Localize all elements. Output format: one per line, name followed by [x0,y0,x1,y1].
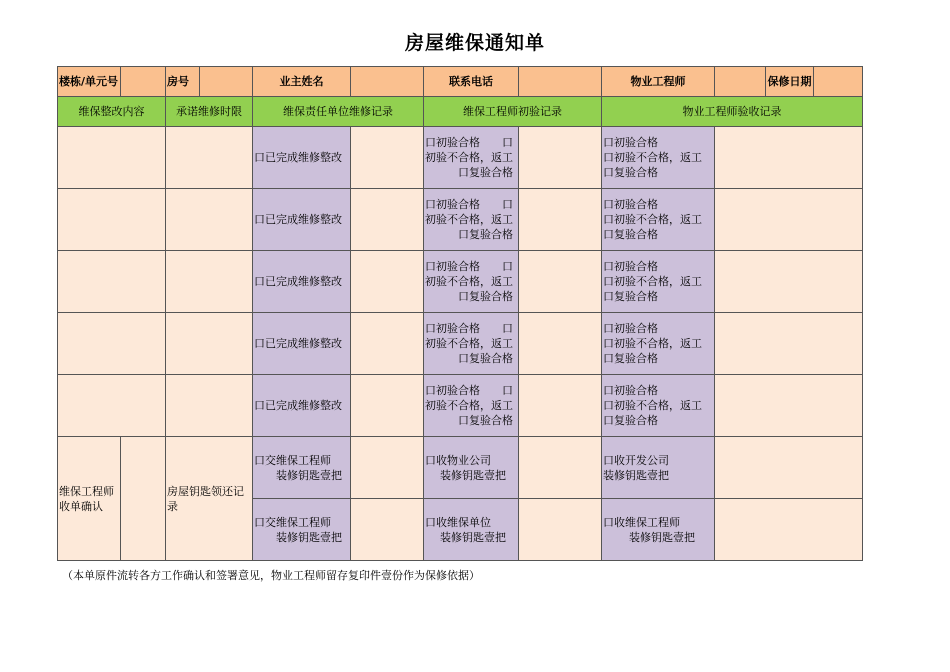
property-engineer-value[interactable] [715,67,766,97]
phone-label: 联系电话 [424,67,519,97]
contractor-record-cell[interactable]: 口已完成维修整改 [253,375,351,437]
contractor-record-cell[interactable]: 口已完成维修整改 [253,251,351,313]
repair-date-label: 保修日期 [766,67,814,97]
key-engineer-line1: 口收物业公司 [425,453,491,467]
repair-date-value[interactable] [814,67,863,97]
acceptance-sign-cell[interactable] [715,313,863,375]
table-row [58,189,863,251]
engineer-record-cell[interactable]: 口初验合格 口初验不合格，返工 口复验合格 [424,251,519,313]
key-acceptance-sign-cell[interactable] [715,499,863,561]
deadline-cell[interactable] [166,189,253,251]
engineer-sign-cell[interactable] [519,189,602,251]
contractor-sign-cell[interactable] [351,375,424,437]
footnote: （本单原件流转各方工作确认和签署意见，物业工程师留存复印件壹份作为保修依据） [62,569,480,582]
contractor-record-cell[interactable]: 口已完成维修整改 [253,127,351,189]
engineer-record-cell[interactable]: 口初验合格 口初验不合格，返工 口复验合格 [424,127,519,189]
phone-value[interactable] [519,67,602,97]
key-engineer-cell[interactable] [424,499,519,561]
acceptance-record-cell[interactable]: 口初验合格 口初验不合格，返工 口复验合格 [602,375,715,437]
key-label: 房屋钥匙领还记录 [166,437,253,561]
key-contractor-cell[interactable] [253,499,351,561]
acceptance-sign-cell[interactable] [715,189,863,251]
acceptance-record-header: 物业工程师验收记录 [602,97,863,127]
repair-notice-table [57,66,863,561]
room-value[interactable] [200,67,253,97]
acceptance-sign-cell[interactable] [715,375,863,437]
key-contractor-cell[interactable] [253,437,351,499]
deadline-header: 承诺维修时限 [166,97,253,127]
key-engineer-sign-cell[interactable] [519,499,602,561]
key-engineer-line2: 装修钥匙壹把 [440,530,506,544]
key-engineer-sign-cell[interactable] [519,437,602,499]
engineer-sign-cell[interactable] [519,375,602,437]
acceptance-sign-cell[interactable] [715,251,863,313]
engineer-sign-cell[interactable] [519,313,602,375]
owner-name-value[interactable] [351,67,424,97]
key-contractor-line2: 装修钥匙壹把 [276,468,342,482]
content-cell[interactable] [58,375,166,437]
content-cell[interactable] [58,313,166,375]
key-record-row [58,437,863,499]
building-unit-value[interactable] [121,67,166,97]
key-acceptance-cell[interactable] [602,499,715,561]
table-row [58,251,863,313]
key-engineer-line1: 口收维保单位 [425,515,491,529]
contractor-record-cell[interactable]: 口已完成维修整改 [253,189,351,251]
acceptance-record-cell[interactable]: 口初验合格 口初验不合格，返工 口复验合格 [602,127,715,189]
header-row [58,67,863,97]
engineer-record-cell[interactable]: 口初验合格 口初验不合格，返工 口复验合格 [424,189,519,251]
engineer-record-cell[interactable]: 口初验合格 口初验不合格，返工 口复验合格 [424,375,519,437]
table-row [58,127,863,189]
key-acceptance-sign-cell[interactable] [715,437,863,499]
engineer-sign-cell[interactable] [519,127,602,189]
key-acceptance-line2: 装修钥匙壹把 [603,468,669,482]
owner-name-label: 业主姓名 [253,67,351,97]
acceptance-record-cell[interactable]: 口初验合格 口初验不合格，返工 口复验合格 [602,189,715,251]
confirm-sign-cell[interactable] [121,437,166,561]
key-acceptance-line1: 口收开发公司 [603,453,669,467]
key-acceptance-line2: 装修钥匙壹把 [629,530,695,544]
property-engineer-label: 物业工程师 [602,67,715,97]
key-engineer-line2: 装修钥匙壹把 [440,468,506,482]
key-contractor-line1: 口交维保工程师 [254,515,331,529]
engineer-record-cell[interactable]: 口初验合格 口初验不合格，返工 口复验合格 [424,313,519,375]
confirm-label: 维保工程师收单确认 [58,437,121,561]
acceptance-record-cell[interactable]: 口初验合格 口初验不合格，返工 口复验合格 [602,313,715,375]
key-acceptance-line1: 口收维保工程师 [603,515,680,529]
engineer-sign-cell[interactable] [519,251,602,313]
content-header: 维保整改内容 [58,97,166,127]
contractor-record-header: 维保责任单位维修记录 [253,97,424,127]
engineer-record-header: 维保工程师初验记录 [424,97,602,127]
key-acceptance-cell[interactable] [602,437,715,499]
contractor-sign-cell[interactable] [351,251,424,313]
contractor-sign-cell[interactable] [351,313,424,375]
deadline-cell[interactable] [166,313,253,375]
key-contractor-line2: 装修钥匙壹把 [276,530,342,544]
deadline-cell[interactable] [166,251,253,313]
content-cell[interactable] [58,189,166,251]
key-contractor-sign-cell[interactable] [351,437,424,499]
table-row [58,313,863,375]
acceptance-sign-cell[interactable] [715,127,863,189]
deadline-cell[interactable] [166,127,253,189]
form-title: 房屋维保通知单 [404,32,545,54]
room-label: 房号 [166,67,200,97]
deadline-cell[interactable] [166,375,253,437]
key-engineer-cell[interactable] [424,437,519,499]
key-contractor-line1: 口交维保工程师 [254,453,331,467]
contractor-record-cell[interactable]: 口已完成维修整改 [253,313,351,375]
content-cell[interactable] [58,127,166,189]
building-unit-label: 楼栋/单元号 [58,67,121,97]
key-contractor-sign-cell[interactable] [351,499,424,561]
content-cell[interactable] [58,251,166,313]
table-row [58,375,863,437]
contractor-sign-cell[interactable] [351,127,424,189]
contractor-sign-cell[interactable] [351,189,424,251]
acceptance-record-cell[interactable]: 口初验合格 口初验不合格，返工 口复验合格 [602,251,715,313]
subheader-row [58,97,863,127]
